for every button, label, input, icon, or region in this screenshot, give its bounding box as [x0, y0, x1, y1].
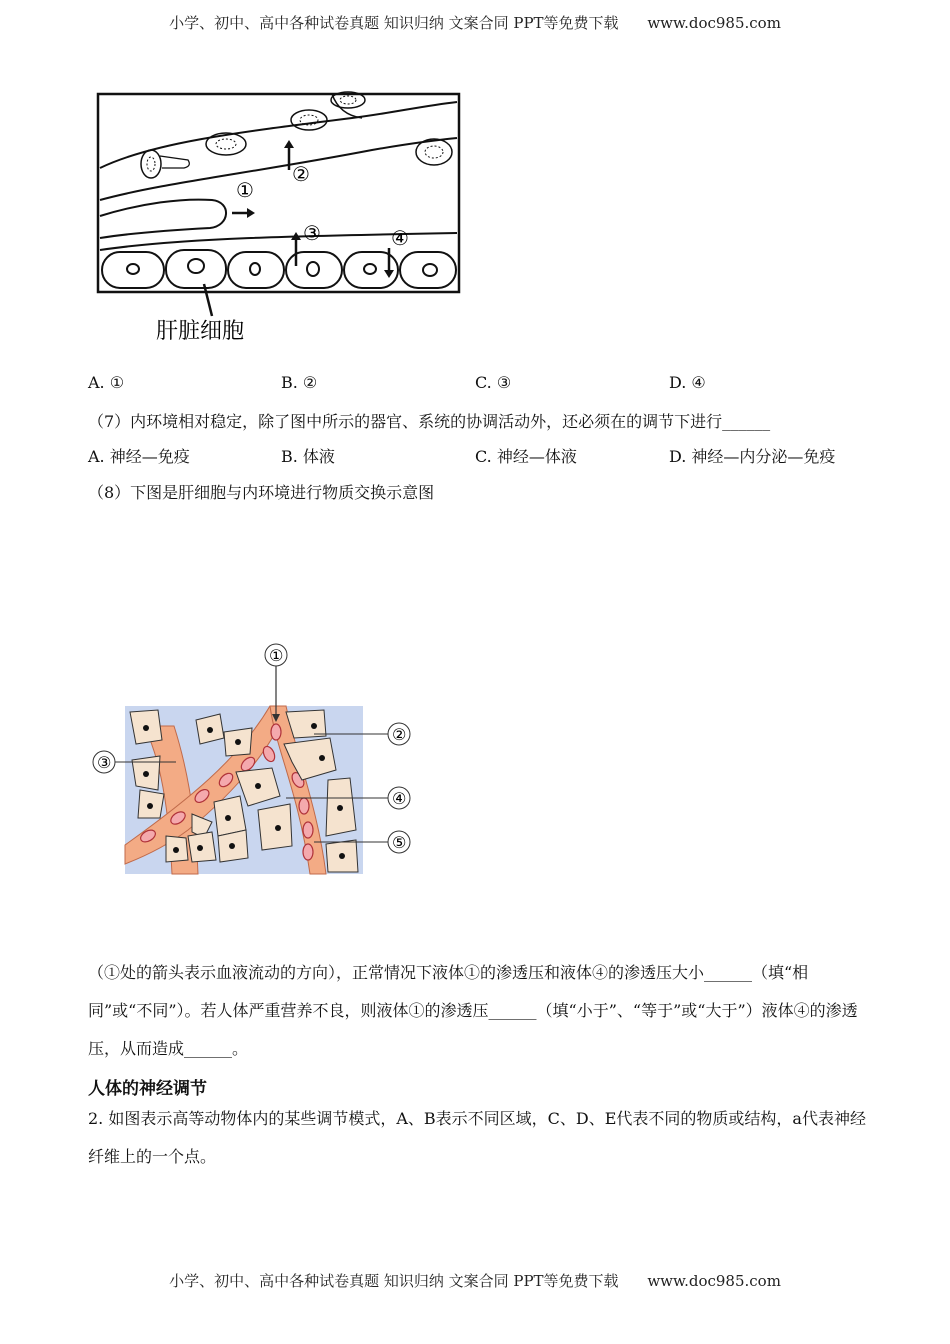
q2-text: 2. 如图表示高等动物体内的某些调节模式，A、B表示不同区域，C、D、E代表不同的物质或结构，a代表神经纤维上的一个点。	[88, 1109, 866, 1166]
q6-option-a[interactable]: A. ①	[88, 373, 125, 392]
q7-option-d[interactable]: D. 神经—内分泌—免疫	[669, 447, 836, 466]
fig1-label-4: ④	[391, 226, 409, 250]
fig1-caption: 肝脏细胞	[156, 319, 245, 344]
q7-option-b[interactable]: B. 体液	[281, 447, 335, 466]
fig2-label-2: ②	[392, 725, 407, 744]
fig2-label-4: ④	[392, 789, 407, 808]
footer-site: www.doc985.com	[647, 1272, 781, 1290]
page-header	[0, 12, 950, 33]
q7-stem: （7）内环境相对稳定，除了图中所示的器官、系统的协调活动外，还必须在的调节下进行______	[88, 412, 771, 431]
section-title: 人体的神经调节	[88, 1079, 207, 1099]
figure-capillary-liver	[92, 88, 472, 350]
q6-option-d[interactable]: D. ④	[669, 373, 706, 392]
q6-option-c[interactable]: C. ③	[475, 373, 512, 392]
fig1-label-1: ①	[236, 178, 254, 202]
fig2-label-3: ③	[97, 753, 112, 772]
fig1-label-2: ②	[292, 162, 310, 186]
q7-option-a[interactable]: A. 神经—免疫	[88, 447, 190, 466]
header-site: www.doc985.com	[647, 14, 781, 32]
page-footer	[0, 1270, 950, 1291]
q8-text: （①处的箭头表示血液流动的方向），正常情况下液体①的渗透压和液体④的渗透压大小______（填“相同”或“不同”）。若人体严重营养不良，则液体①的渗透压______（填“小于”、“等于”或“大于”）液体④的渗透压，从而造成______。	[88, 963, 858, 1058]
fig1-label-3: ③	[303, 221, 321, 245]
header-text: 小学、初中、高中各种试卷真题 知识归纳 文案合同 PPT等免费下载	[169, 14, 619, 32]
q6-option-b[interactable]: B. ②	[281, 373, 318, 392]
figure-liver-exchange	[88, 640, 418, 880]
q7-option-c[interactable]: C. 神经—体液	[475, 447, 577, 466]
fig2-label-5: ⑤	[392, 833, 407, 852]
fig2-label-1: ①	[269, 646, 284, 665]
footer-text: 小学、初中、高中各种试卷真题 知识归纳 文案合同 PPT等免费下载	[169, 1272, 619, 1290]
q8-stem: （8）下图是肝细胞与内环境进行物质交换示意图	[88, 483, 435, 502]
